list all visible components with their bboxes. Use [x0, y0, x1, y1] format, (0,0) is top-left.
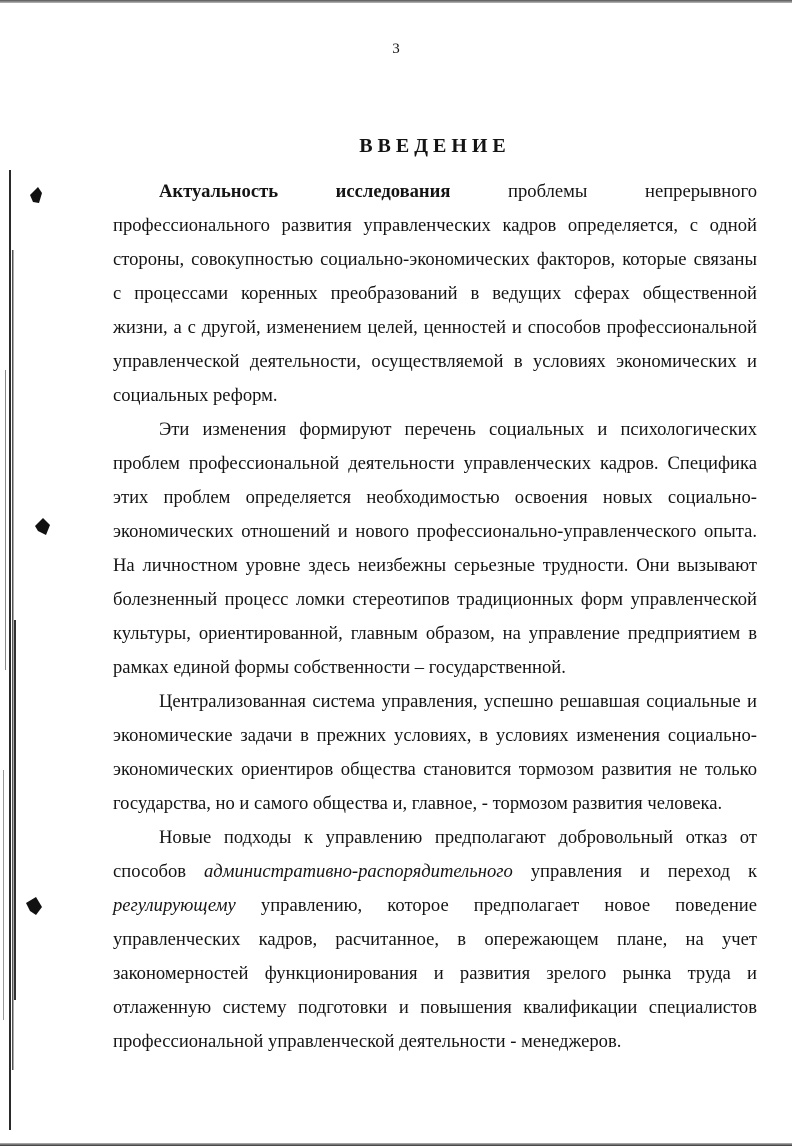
- page-number: 3: [392, 41, 400, 57]
- paragraph-3: [113, 685, 757, 821]
- scan-top-edge: [0, 0, 792, 3]
- paragraph-text: Централизованная система управления, успешно решавшая социальные и экономические задачи в прежних условиях, в условиях изменения социально-экономических ориентиров общества становится тормозом развития не только государства, но и самого общества и, главное, - тормозом развития человека.: [113, 691, 757, 814]
- italic-term: регулирующему: [113, 895, 236, 916]
- paragraph-text: проблемы непрерывного профессионального развития управленческих кадров определяется, с одной стороны, совокупностью социально-экономических факторов, которые связаны с процессами коренных преобразований в ведущих сферах общественной жизни, а с другой, изменением целей, ценностей и способов профессиональной управленческой деятельности, осуществляемой в условиях экономических и социальных реформ.: [113, 181, 758, 406]
- ink-blot-mark: [34, 515, 52, 537]
- paragraph-4: [113, 821, 757, 1059]
- paragraph-text: Эти изменения формируют перечень социальных и психологических проблем профессиональной деятельности управленческих кадров. Специфика этих проблем определяется необходимостью освоения новых социально-экономических отношений и нового профессионально-управленческого опыта. На личностном уровне здесь неизбежны серьезные трудности. Они вызывают болезненный процесс ломки стереотипов традиционных форм управленческой культуры, ориентированной, главным образом, на управление предприятием в рамках единой формы собственности – государственной.: [113, 419, 757, 678]
- italic-term: административно-распорядительного: [203, 861, 513, 882]
- paragraph-text: управления и переход к: [512, 861, 758, 882]
- document-body: [113, 175, 757, 1059]
- paragraph-2: [113, 413, 757, 685]
- page-title: ВВЕДЕНИЕ: [359, 135, 511, 157]
- paragraph-text: управлению, которое предполагает новое поведение управленческих кадров, расчитанное, в опережающем плане, на учет закономерностей функционирования и развития зрелого рынка труда и отлаженную систему подготовки и повышения квалификации специалистов профессиональной управленческой деятельности - менеджеров.: [113, 895, 757, 1052]
- scan-left-margin-artifact: [0, 170, 22, 1130]
- paragraph-1: [113, 175, 757, 413]
- bold-lead-term: Актуальность исследования: [159, 181, 451, 202]
- ink-blot-mark: [24, 895, 44, 917]
- paragraph-text: Новые подходы к управлению предполагают добровольный отказ от способов: [113, 827, 757, 882]
- ink-blot-mark: [28, 185, 44, 205]
